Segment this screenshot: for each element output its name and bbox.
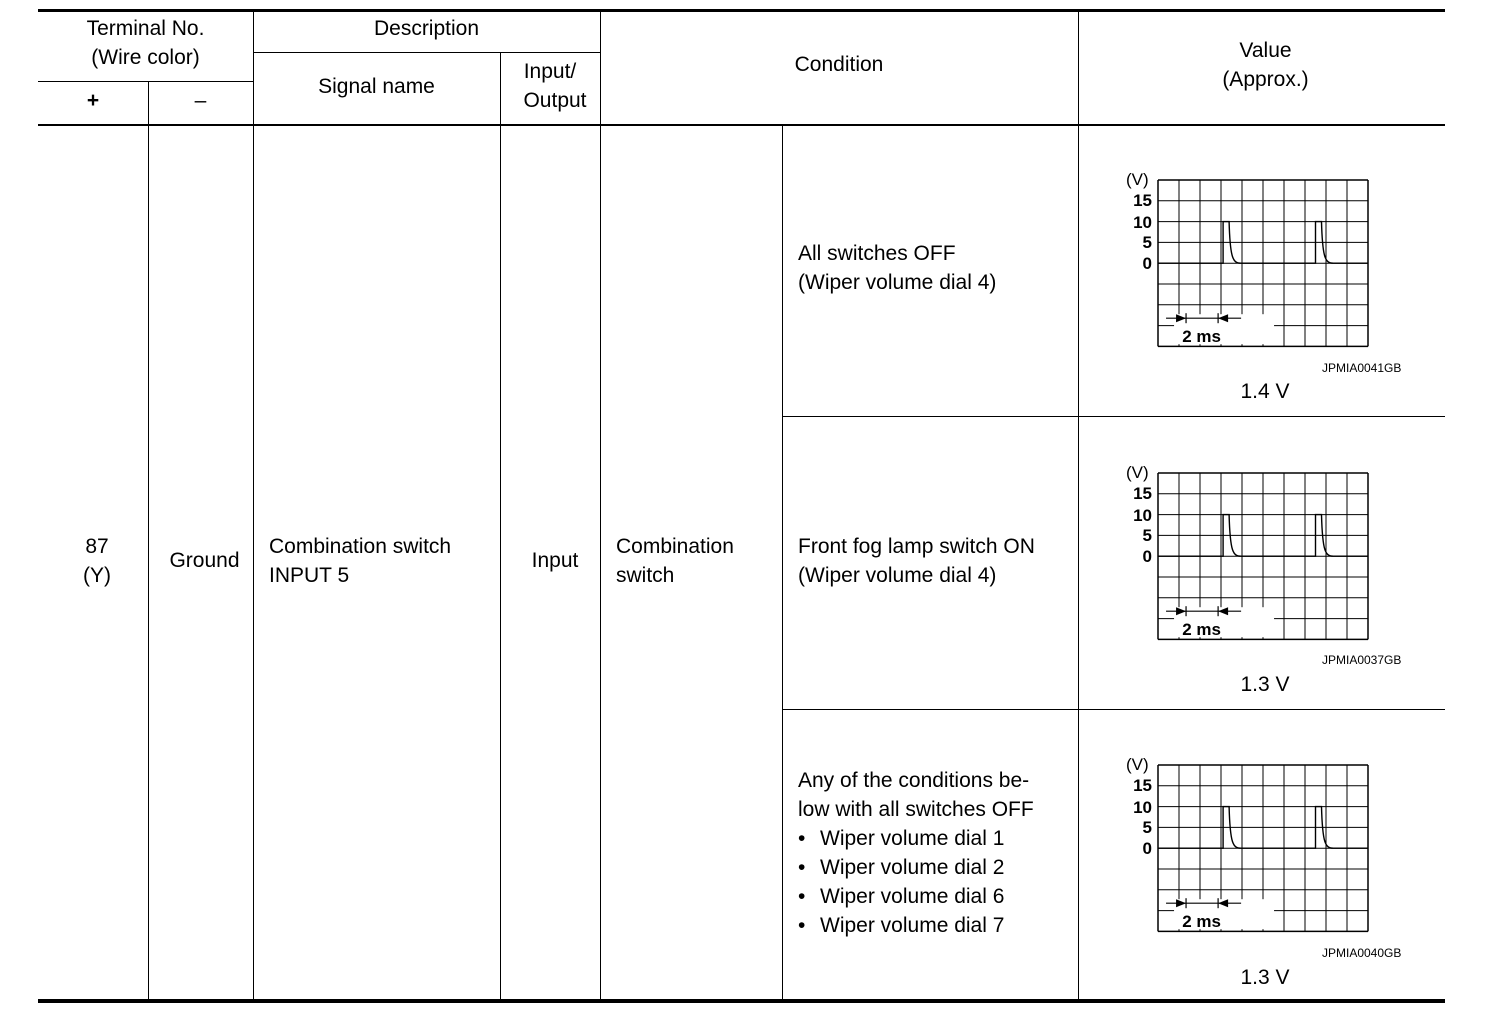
time-scale-label: 2 ms — [1182, 327, 1221, 347]
condition-text: Any of the conditions be- — [798, 769, 1030, 792]
bullet-text: Wiper volume dial 2 — [820, 856, 1005, 879]
condition-bullet-item — [798, 824, 1004, 853]
table-top-border — [38, 9, 1445, 12]
axis-tick-label: 5 — [1142, 526, 1152, 545]
condition-text: (Wiper volume dial 4) — [798, 564, 997, 587]
oscilloscope-waveform — [1120, 753, 1380, 943]
bullet-icon: • — [798, 885, 806, 908]
scope-svg — [1120, 168, 1380, 353]
axis-unit-label: (V) — [1126, 463, 1149, 482]
figure-caption: JPMIA0040GB — [1322, 946, 1402, 960]
measured-value: 1.3 V — [1240, 673, 1290, 696]
header-description: Description — [373, 17, 480, 40]
header-signal-name: Signal name — [318, 75, 435, 98]
wire-color: (Y) — [83, 564, 111, 587]
condition-text: (Wiper volume dial 4) — [798, 271, 997, 294]
bullet-icon: • — [798, 827, 806, 850]
axis-tick-label: 5 — [1142, 818, 1152, 837]
time-scale-label: 2 ms — [1182, 620, 1221, 640]
axis-tick-label: 15 — [1133, 484, 1152, 503]
axis-tick-label: 10 — [1133, 213, 1152, 232]
axis-tick-label: 10 — [1133, 798, 1152, 817]
condition-text: low with all switches OFF — [798, 798, 1034, 821]
signal-name: INPUT 5 — [269, 564, 350, 587]
io-value: Input — [531, 549, 579, 572]
condition-text: Front fog lamp switch ON — [798, 535, 1035, 558]
scope-svg — [1120, 753, 1380, 938]
axis-tick-label: 0 — [1142, 547, 1152, 566]
ground-terminal: Ground — [169, 549, 240, 572]
axis-tick-label: 10 — [1133, 506, 1152, 525]
header-bottom-border — [38, 124, 1445, 126]
header-wire-color: (Wire color) — [91, 46, 200, 69]
condition-bullet-item — [798, 911, 1004, 940]
axis-unit-label: (V) — [1126, 170, 1149, 189]
column-divider — [500, 52, 501, 1000]
column-divider — [253, 11, 254, 1000]
condition-group: Combination — [616, 535, 734, 558]
condition-group: switch — [616, 564, 675, 587]
figure-caption: JPMIA0037GB — [1322, 653, 1402, 667]
axis-tick-label: 0 — [1142, 839, 1152, 858]
header-input-output: Output — [523, 89, 587, 112]
axis-unit-label: (V) — [1126, 755, 1149, 774]
bullet-text: Wiper volume dial 6 — [820, 885, 1005, 908]
column-divider — [600, 11, 601, 1000]
bullet-text: Wiper volume dial 1 — [820, 827, 1005, 850]
header-value-approx: (Approx.) — [1222, 68, 1309, 91]
header-divider — [38, 81, 253, 82]
row-divider — [782, 416, 1445, 417]
figure-caption: JPMIA0041GB — [1322, 361, 1402, 375]
header-minus: – — [194, 89, 207, 112]
header-value: Value — [1239, 39, 1292, 62]
axis-tick-label: 5 — [1142, 233, 1152, 252]
header-input-output: Input/ — [523, 60, 577, 83]
time-scale-label: 2 ms — [1182, 912, 1221, 932]
bullet-icon: • — [798, 856, 806, 879]
condition-bullet-item — [798, 882, 1004, 911]
table-bottom-border — [38, 999, 1445, 1003]
axis-tick-label: 0 — [1142, 254, 1152, 273]
measured-value: 1.4 V — [1240, 380, 1290, 403]
header-divider — [253, 52, 600, 53]
signal-name: Combination switch — [269, 535, 452, 558]
measured-value: 1.3 V — [1240, 966, 1290, 989]
row-divider — [782, 709, 1445, 710]
axis-tick-label: 15 — [1133, 191, 1152, 210]
oscilloscope-waveform — [1120, 168, 1380, 358]
condition-text: All switches OFF — [798, 242, 956, 265]
bullet-text: Wiper volume dial 7 — [820, 914, 1005, 937]
condition-bullet-item — [798, 853, 1004, 882]
header-plus: + — [86, 89, 100, 112]
column-divider — [782, 124, 783, 1000]
oscilloscope-waveform — [1120, 461, 1380, 651]
scope-svg — [1120, 461, 1380, 646]
column-divider — [1078, 11, 1079, 1000]
header-condition: Condition — [794, 53, 884, 76]
bullet-icon: • — [798, 914, 806, 937]
terminal-number: 87 — [85, 535, 109, 558]
axis-tick-label: 15 — [1133, 776, 1152, 795]
header-terminal-no: Terminal No. — [86, 17, 205, 40]
